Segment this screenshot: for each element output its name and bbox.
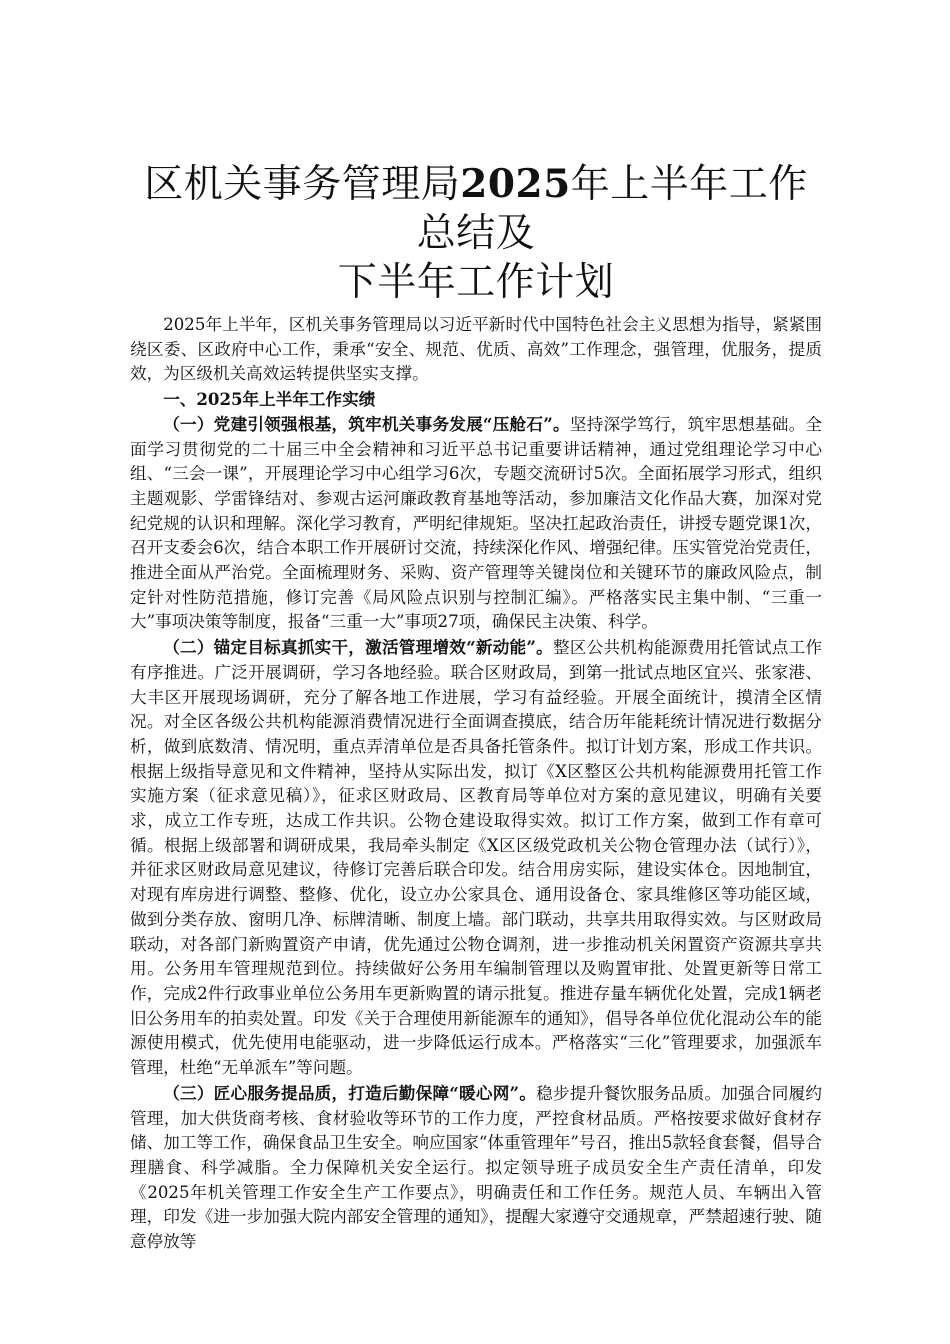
document-body xyxy=(130,313,822,1255)
intro-paragraph: 2025年上半年，区机关事务管理局以习近平新时代中国特色社会主义思想为指导，紧紧围绕区委、区政府中心工作，秉承“安全、规范、优质、高效”工作理念，强管理，优服务，提质效，为区级机关高效运转提供坚实支撑。 xyxy=(130,315,822,384)
item3-text: 稳步提升餐饮服务品质。加强合同履约管理，加大供货商考核、食材验收等环节的工作力度，严控食材品质。严格按要求做好食材存储、加工等工作，确保食品卫生安全。响应国家“体重管理年”号召，推出5款轻食套餐，倡导合理膳食、科学减脂。全力保障机关安全运行。拟定领导班子成员安全生产责任清单，印发《2025年机关管理工作安全生产工作要点》，明确责任和工作任务。规范人员、车辆出入管理，印发《进一步加强大院内部安全管理的通知》，提醒大家遵守交通规章，严禁超速行驶、随意停放等 xyxy=(130,1083,823,1252)
title-line2: 下半年工作计划 xyxy=(337,260,615,305)
item2-lead: （二）锚定目标真抓实干，激活管理增效“新动能”。 xyxy=(163,637,553,658)
title-line1-prefix: 区机关事务管理局 xyxy=(144,162,461,207)
title-line1-suffix: 年上半年工作总结及 xyxy=(416,162,808,256)
item2-paragraph xyxy=(130,635,822,1081)
section-heading: 一、2025年上半年工作实绩 xyxy=(163,389,376,410)
item1-text: 坚持深学笃行，筑牢思想基础。全面学习贯彻党的二十届三中全会精神和习近平总书记重要讲话精神，通过党组理论学习中心组、“三会一课”，开展理论学习中心组学习6次，专题交流研讨5次。全面拓展学习形式，组织主题观影、学雷锋结对、参观古运河廉政教育基地等活动，参加廉洁文化作品大赛，加深对党纪党规的认识和理解。深化学习教育，严明纪律规矩。坚决扛起政治责任，讲授专题党课1次，召开支委会6次，结合本职工作开展研讨交流，持续深化作风、增强纪律。压实管党治党责任，推进全面从严治党。全面梳理财务、采购、资产管理等关键岗位和关键环节的廉政风险点，制定针对性防范措施，修订完善《局风险点识别与控制汇编》。严格落实民主集中制、“三重一大”事项决策等制度，报备“三重一大”事项27项，确保民主决策、科学。 xyxy=(130,414,823,632)
document-title xyxy=(130,160,822,307)
item1-paragraph xyxy=(130,412,822,635)
title-year: 2025 xyxy=(460,161,571,207)
document-page xyxy=(130,160,822,1255)
item3-paragraph xyxy=(130,1081,822,1255)
item3-lead: （三）匠心服务提品质，打造后勤保障“暖心网”。 xyxy=(163,1082,537,1103)
item2-text: 整区公共机构能源费用托管试点工作有序推进。广泛开展调研，学习各地经验。联合区财政局，到第一批试点地区宜兴、张家港、大丰区开展现场调研，充分了解各地工作进展，学习有益经验。开展全面统计，摸清全区情况。对全区各级公共机构能源消费情况进行全面调查摸底，结合历年能耗统计情况进行数据分析，做到底数清、情况明，重点弄清单位是否具备托管条件。拟订计划方案，形成工作共识。根据上级指导意见和文件精神，坚持从实际出发，拟订《X区整区公共机构能源费用托管工作实施方案（征求意见稿）》，征求区财政局、区教育局等单位对方案的意见建议，明确有关要求，成立工作专班，达成工作共识。公物仓建设取得实效。拟订工作方案，做到工作有章可循。根据上级部署和调研成果，我局牵头制定《X区区级党政机关公物仓管理办法（试行）》，并征求区财政局意见建议，待修订完善后联合印发。结合用房实际，建设实体仓。因地制宜，对现有库房进行调整、整修、优化，设立办公家具仓、通用设备仓、家具维修区等功能区域，做到分类存放、窗明几净、标牌清晰、制度上墙。部门联动，共享共用取得实效。与区财政局联动，对各部门新购置资产申请，优先通过公物仓调剂，进一步推动机关闲置资产资源共享共用。公务用车管理规范到位。持续做好公务用车编制管理以及购置审批、处置更新等日常工作，完成2件行政事业单位公务用车更新购置的请示批复。推进存量车辆优化处置，完成1辆老旧公务用车的拍卖处置。印发《关于合理使用新能源车的通知》，倡导各单位优化混动公车的能源使用模式，优先使用电能驱动，进一步降低运行成本。严格落实“三化”管理要求，加强派车管理，杜绝“无单派车”等问题。 xyxy=(130,638,823,1078)
item1-lead: （一）党建引领强根基，筑牢机关事务发展“压舱石”。 xyxy=(163,413,570,434)
